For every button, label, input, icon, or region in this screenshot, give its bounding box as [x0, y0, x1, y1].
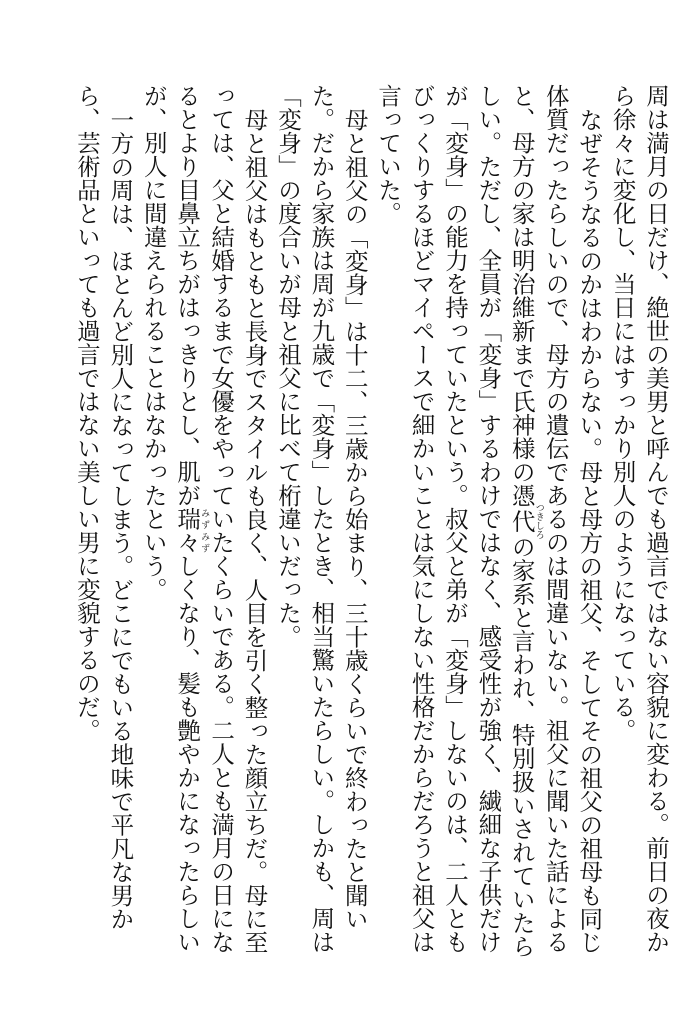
paragraph-1 [605, 84, 672, 964]
ruby-reading-mizumizu: みずみず [199, 507, 210, 554]
paragraph-3-text: 母と祖父の「変身」は十二、三歳から始まり、三十歳くらいで終わったと聞いた。だから家族は周が九歳で「変身」したとき、相当驚いたらしい。しかも、周は「変身」の度合いが母と祖父に比べて桁違いだった。 [273, 84, 369, 954]
paragraph-1-text: 周は満月の日だけ、絶世の美男と呼んでも過言ではない容貌に変わる。前日の夜から徐々に変化し、当日にはすっかり別人のようになっている。 [608, 84, 670, 954]
ruby-base-mizumizu: 瑞々 [173, 507, 202, 554]
paragraph-4-text-b: しくなり、髪も艶やかになったらしいが、別人に間違えられることはなかったという。 [139, 84, 202, 954]
paragraph-4 [136, 84, 270, 964]
paragraph-3 [271, 84, 371, 964]
paragraph-2 [371, 84, 605, 964]
paragraph-5 [70, 84, 137, 964]
paragraph-2-text-a: なぜそうなるのかはわからない。母と母方の祖父、そしてその祖父の祖母も同じ体質だったらしいので、母方の遺伝であるのは間違いない。祖父に聞いた話によると、母方の家は明治維新まで氏神様の憑 [507, 84, 604, 954]
ruby-tsukishiro [507, 503, 544, 539]
ruby-mizumizu [173, 507, 210, 554]
paragraph-4-text-a: 母と祖父はもともと長身でスタイルも良く、人目を引く整った顔立ちだ。母に至っては、父と結婚するまで女優をやっていたくらいである。二人とも満月の日になるとより目鼻立ちがはっきりとし、肌が [173, 84, 269, 954]
ruby-reading-tsukishiro: つきしろ [533, 503, 544, 539]
vertical-text-body [48, 84, 672, 964]
paragraph-2-text-b: の家系と言われ、特別扱いされていたらしい。ただし、全員が「変身」するわけではなく、感受性が強く、繊細な子供だけが「変身」の能力を持っていたという。叔父と弟が「変身」しないのは、二人ともびっくりするほどマイペースで細かいことは気にしない性格だからだろうと祖父は言っていた。 [374, 84, 536, 958]
ruby-base-tsukishiro: 代 [507, 503, 536, 539]
paragraph-5-text: 一方の周は、ほとんど別人になってしまう。どこにでもいる地味で平凡な男から、芸術品といっても過言ではない美しい男に変貌するのだ。 [72, 84, 135, 930]
